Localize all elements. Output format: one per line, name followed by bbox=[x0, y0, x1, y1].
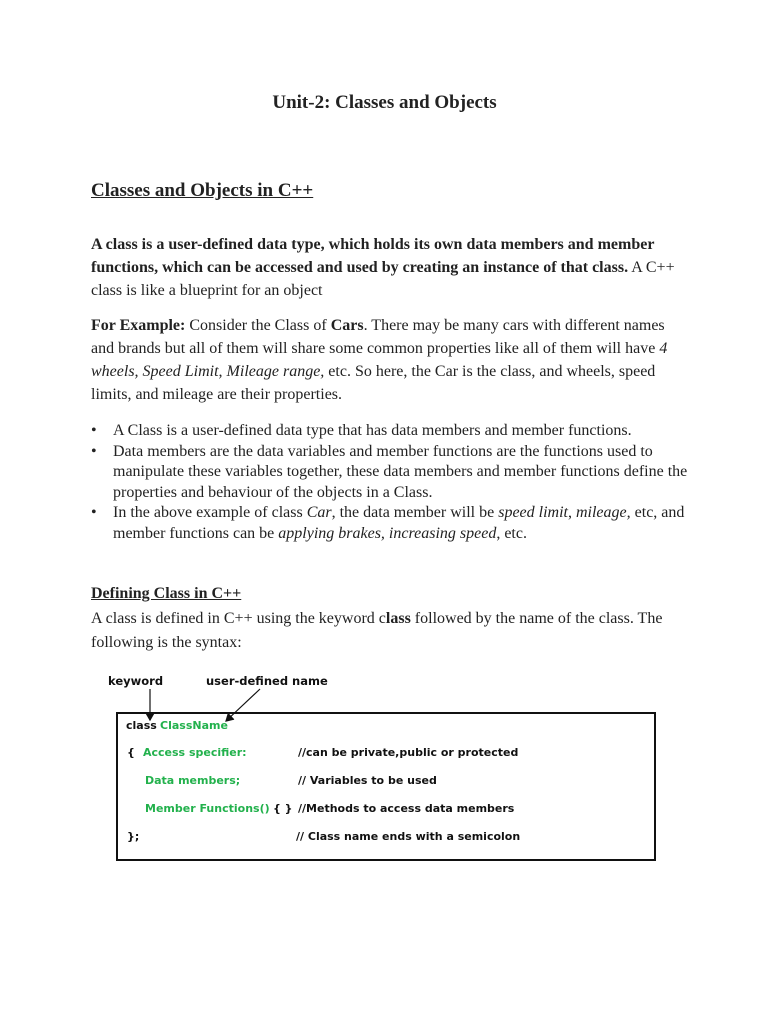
bullet-dot: • bbox=[91, 422, 97, 439]
intro-bold-text: A class is a user-defined data type, which holds its own data members and member functions, which can be accessed and used by creating an instance of that class. bbox=[91, 236, 655, 276]
bullet-italic: applying brakes, increasing speed bbox=[278, 524, 497, 542]
example-text-3: etc. So here, the Car is the class, and wheels, speed limits, and mileage are their properties. bbox=[91, 363, 656, 403]
section-heading: Classes and Objects in C++ bbox=[91, 180, 314, 201]
bullet-text: , bbox=[567, 504, 576, 521]
code-close-brace: }; bbox=[127, 830, 140, 843]
code-comment-4: // Class name ends with a semicolon bbox=[296, 830, 521, 843]
code-member-functions: Member Functions() bbox=[145, 802, 270, 815]
code-class-keyword: class bbox=[126, 719, 157, 732]
bullet-text: Data members are the data variables and member functions are the functions used to manipulate these variables together, these data members and member functions define the properties and behaviour of the objects in a Class. bbox=[113, 442, 688, 501]
bullet-dot: • bbox=[91, 442, 97, 460]
code-data-members: Data members; bbox=[145, 774, 241, 787]
page-title: Unit-2: Classes and Objects bbox=[272, 92, 497, 113]
code-empty-braces: { } bbox=[273, 802, 293, 815]
bullet-italic: speed limit bbox=[498, 504, 568, 521]
keyword-label: keyword bbox=[108, 674, 164, 688]
bullet-text: etc, and member functions can be bbox=[113, 504, 685, 542]
bullet-text: , etc. bbox=[496, 524, 527, 542]
bullet-italic: Car bbox=[306, 504, 332, 521]
bullet-text: A Class is a user-defined data type that has data members and member functions. bbox=[113, 422, 632, 439]
example-text-1: Consider the Class of bbox=[185, 317, 331, 334]
bullet-text: , the data member will be bbox=[331, 504, 499, 521]
code-comment-1: //can be private,public or protected bbox=[298, 746, 519, 759]
bullet-dot: • bbox=[91, 504, 97, 521]
bullet-italic: mileage, bbox=[575, 504, 631, 521]
example-text-2: . There may be many cars with different names and brands but all of them will share some common properties like all of them will have bbox=[91, 317, 665, 357]
bullet-text: In the above example of class bbox=[113, 504, 307, 521]
defining-text-1: A class is defined in C++ using the keyword c bbox=[91, 610, 386, 627]
code-class-name: ClassName bbox=[160, 719, 228, 732]
defining-text-2: followed by the name of the class. The following is the syntax: bbox=[91, 610, 663, 651]
defining-keyword: lass bbox=[385, 610, 411, 627]
code-access-specifier: Access specifier: bbox=[143, 746, 247, 759]
subsection-heading: Defining Class in C++ bbox=[91, 585, 242, 602]
example-italic: 4 wheels, Speed Limit, Mileage range, bbox=[91, 340, 668, 380]
example-label: For Example: bbox=[91, 317, 186, 334]
intro-rest-text: A C++ class is like a blueprint for an object bbox=[91, 259, 675, 299]
code-open-brace: { bbox=[127, 746, 135, 759]
example-cars: Cars bbox=[330, 317, 364, 334]
user-defined-name-label: user-defined name bbox=[206, 674, 328, 688]
code-comment-2: // Variables to be used bbox=[298, 774, 437, 787]
code-comment-3: //Methods to access data members bbox=[298, 802, 515, 815]
